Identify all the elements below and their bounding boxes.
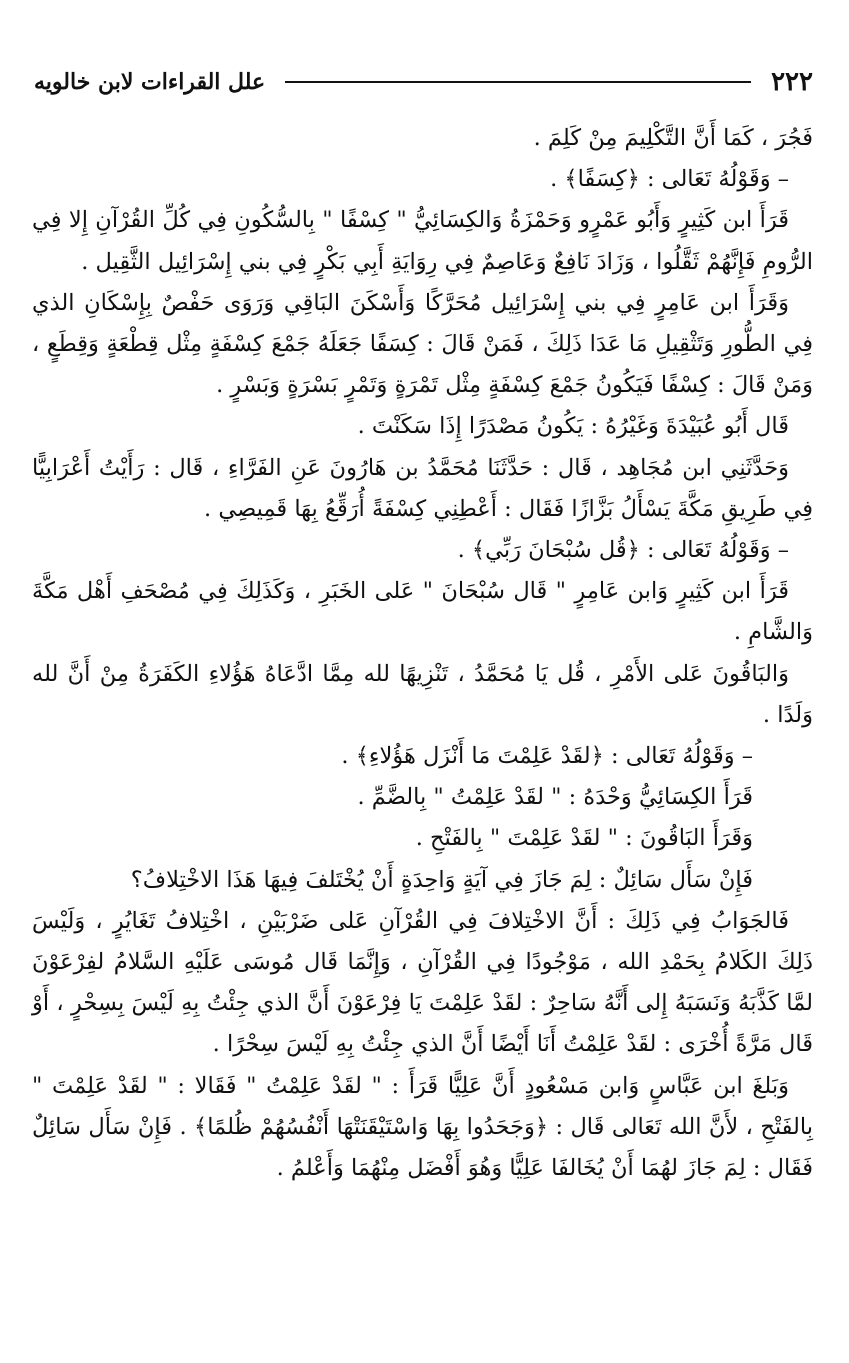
paragraph: قَرَأَ ابن كَثِيرٍ وَابن عَامِرٍ " قَال سُبْحَانَ " عَلى الخَبَرِ ، وَكَذَلِكَ فِي مُصْحَفِ أَهْل مَكَّةَ وَالشَّامِ . xyxy=(32,578,813,646)
header-rule xyxy=(285,81,751,83)
paragraph: فَجُرَ ، كَمَا أَنَّ التَّكْلِيمَ مِنْ كَلِمَ . xyxy=(533,125,813,151)
paragraph: وَقَرَأَ البَاقُونَ : " لقَدْ عَلِمْتَ " بِالفَتْحِ . xyxy=(415,825,753,852)
running-header xyxy=(34,62,813,102)
page-number: ٢٢٢ xyxy=(771,67,813,97)
paragraph: وَالبَاقُونَ عَلى الأَمْرِ ، قُل يَا مُحَمَّدُ ، تَنْزِيهًا لله مِمَّا ادَّعَاهُ هَؤُلاءِ الكَفَرَةُ مِنْ أَنَّ لله وَلَدًا . xyxy=(32,660,813,728)
paragraph: فَإِنْ سَأَل سَائِلٌ : لِمَ جَازَ فِي آيَةٍ وَاحِدَةٍ أَنْ يُخْتَلفَ فِيهَا هَذَا الاخْتِلافُ؟ xyxy=(130,866,753,893)
paragraph-heading: – وَقَوْلُهُ تَعَالى : ﴿قُل سُبْحَانَ رَبِّي﴾ . xyxy=(457,537,789,564)
paragraph: قَرَأَ الكِسَائِيُّ وَحْدَهُ : " لقَدْ عَلِمْتُ " بِالضَّمِّ . xyxy=(357,784,753,811)
paragraph: وَحَدَّثَنِي ابن مُجَاهِد ، قَال : حَدَّثَنَا مُحَمَّدُ بن هَارُونَ عَنِ الفَرَّاءِ ، قَال : رَأَيْتُ أَعْرَابِيًّا فِي طَرِيقِ مَكَّةَ يَسْأَلُ بَزَّازًا فَقَال : أَعْطِنِي كِسْفَةً أُرَقِّعُ بِهَا قَمِيصِي . xyxy=(32,454,813,522)
paragraph-heading: – وَقَوْلُهُ تَعَالى : ﴿كِسَفًا﴾ . xyxy=(550,166,789,193)
paragraph: وَقَرَأَ ابن عَامِرٍ فِي بني إِسْرَائِيل مُحَرَّكًا وَأَسْكَنَ البَاقِي وَرَوَى حَفْصٌ بِإِسْكَانِ الذي فِي الطُّورِ وَتَثْقِيلِ مَا عَدَا ذَلِكَ ، فَمَنْ قَالَ : كِسَفًا جَعَلَهُ جَمْعَ كِسْفَةٍ مِثْل قِطْعَةٍ وَقِطَعٍ ، وَمَنْ قَالَ : كِسْفًا فَيَكُونُ جَمْعَ كِسْفَةٍ مِثْل تَمْرَةٍ وَتَمْرٍ بَسْرَةٍ وَبَسْرٍ . xyxy=(32,289,813,399)
paragraph-heading: – وَقَوْلُهُ تَعَالى : ﴿لقَدْ عَلِمْتَ مَا أَنْزَل هَؤُلاءِ﴾ . xyxy=(341,743,753,770)
paragraph: قَرَأَ ابن كَثِيرٍ وَأَبُو عَمْرٍو وَحَمْزَةُ وَالكِسَائِيُّ " كِسْفًا " بِالسُّكُونِ فِي كُلِّ القُرْآنِ إِلا فِي الرُّومِ فَإِنَّهُمْ ثَقَّلُوا ، وَزَادَ نَافِعٌ وَعَاصِمٌ فِي رِوَايَةِ أَبِي بَكْرٍ فِي بني إِسْرَائِيل الثَّقِيل . xyxy=(32,207,813,275)
paragraph: فَالجَوَابُ فِي ذَلِكَ : أَنَّ الاخْتِلافَ فِي القُرْآنِ عَلى ضَرْبَيْنِ ، اخْتِلافُ تَغَايُرٍ ، وَلَيْسَ ذَلِكَ الكَلامُ بِحَمْدِ الله ، مَوْجُودًا فِي القُرْآنِ ، وَإِنَّمَا قَال مُوسَى عَلَيْهِ السَّلامُ لفِرْعَوْنَ لمَّا كَذَّبَهُ وَنَسَبَهُ إِلى أَنَّهُ سَاحِرٌ : لقَدْ عَلِمْتَ يَا فِرْعَوْنَ أَنَّ الذي جِئْتُ بِهِ لَيْسَ بِسِحْرٍ ، أَوْ قَال مَرَّةً أُخْرَى : لقَدْ عَلِمْتُ أَنَا أَيْضًا أَنَّ الذي جِئْتُ بِهِ لَيْسَ سِحْرًا . xyxy=(32,907,813,1058)
book-title: علل القراءات لابن خالويه xyxy=(34,69,266,95)
paragraph: قَال أَبُو عُبَيْدَةَ وَغَيْرُهُ : يَكُونُ مَصْدَرًا إِذَا سَكَنْتَ . xyxy=(357,413,789,440)
body-text xyxy=(32,118,813,1189)
paragraph: وَبَلغَ ابن عَبَّاسٍ وَابن مَسْعُودٍ أَنَّ عَلِيًّا قَرَأَ : " لقَدْ عَلِمْتُ " فَقَالا : " لقَدْ عَلِمْتَ " بِالفَتْحِ ، لأَنَّ الله تَعَالى قَال : ﴿وَجَحَدُوا بِهَا وَاسْتَيْقَنَتْهَا أَنْفُسُهُمْ ظُلمًا﴾ . فَإِنْ سَأَل سَائِلٌ فَقَال : لِمَ جَازَ لهُمَا أَنْ يُخَالفَا عَلِيًّا وَهُوَ أَفْضَل مِنْهُمَا وَأَعْلمُ . xyxy=(32,1072,813,1182)
